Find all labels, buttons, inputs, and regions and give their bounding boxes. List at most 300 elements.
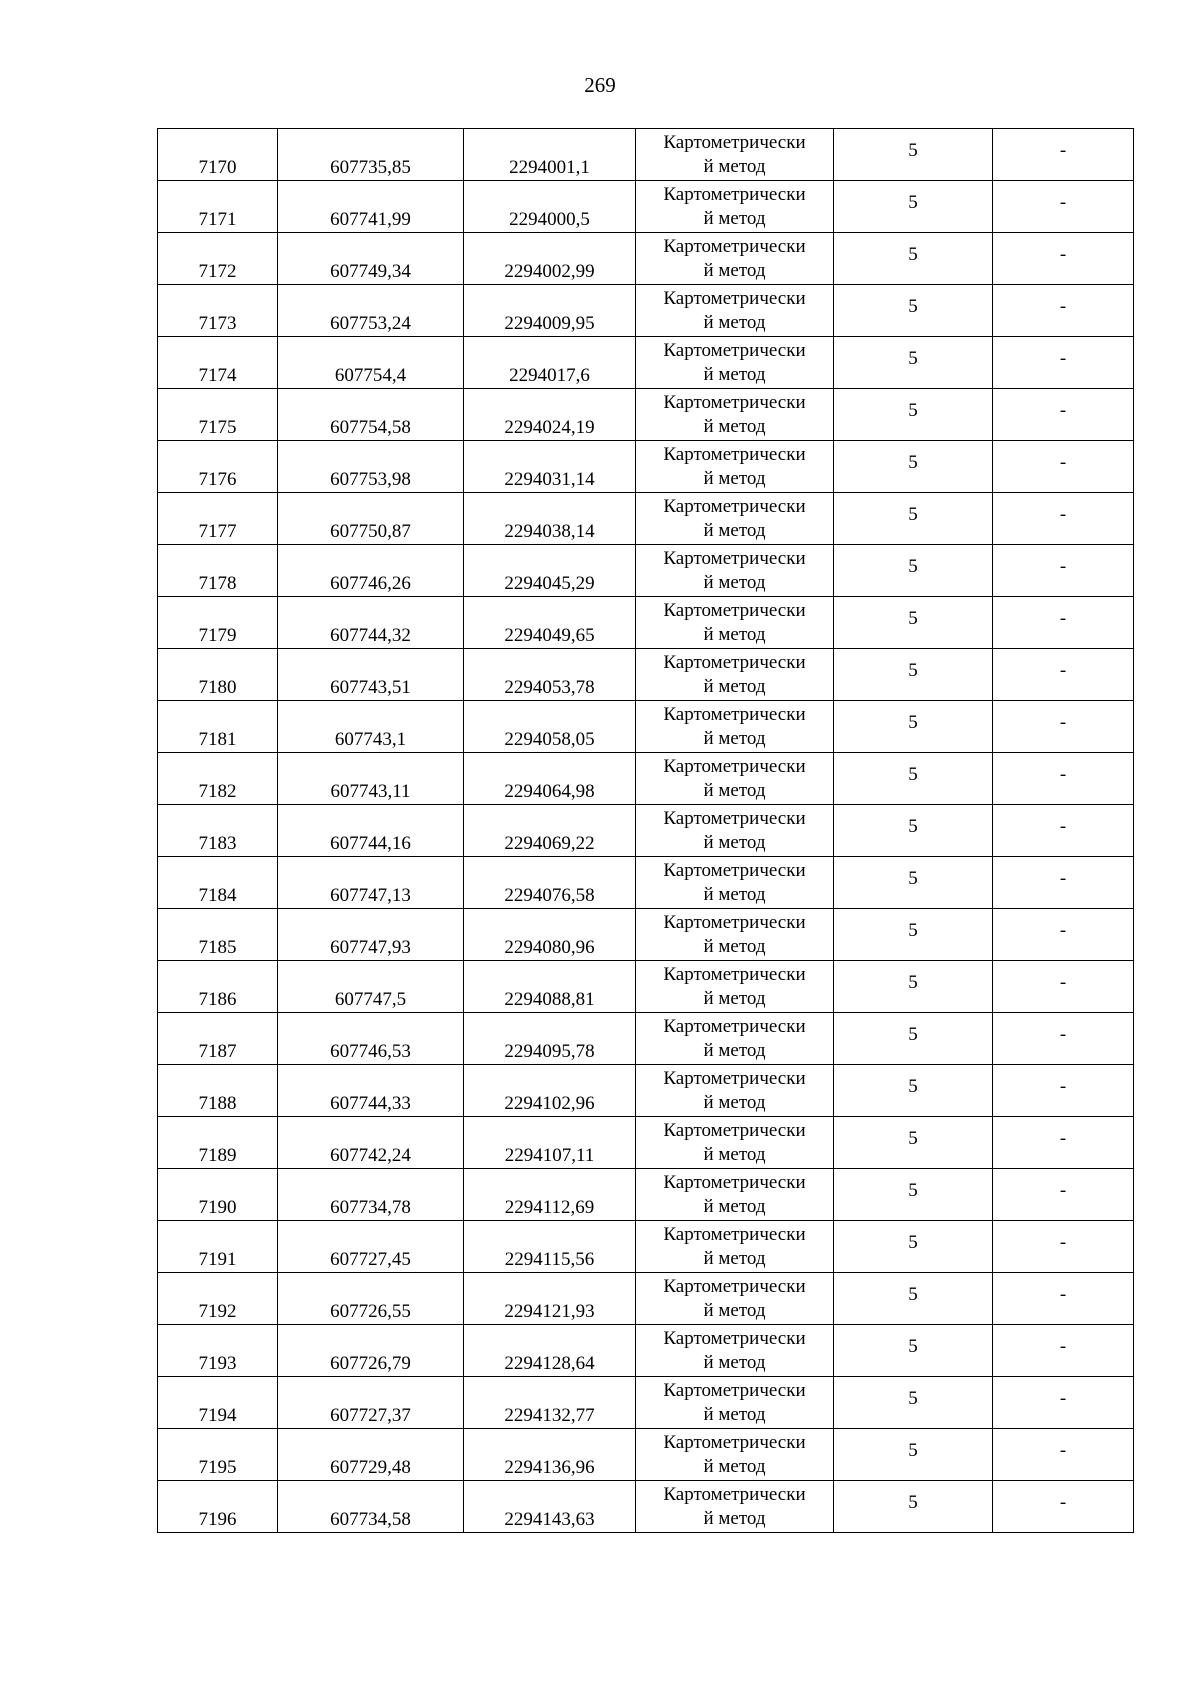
y-coordinate-cell: 2294009,95	[464, 285, 636, 337]
table-row	[158, 753, 1134, 805]
accuracy-value: 5	[908, 399, 918, 421]
method-text-line1: Картометрически	[663, 1223, 806, 1245]
y-coordinate-cell: 2294017,6	[464, 337, 636, 389]
method-text-line2: й метод	[703, 1039, 766, 1061]
method-text-line2: й метод	[703, 1507, 766, 1529]
accuracy-cell	[834, 285, 993, 337]
accuracy-cell	[834, 545, 993, 597]
method-text-line2: й метод	[703, 623, 766, 645]
point-number-cell: 7176	[158, 441, 278, 493]
method-cell	[636, 909, 834, 961]
point-number-cell: 7179	[158, 597, 278, 649]
table-row	[158, 181, 1134, 233]
table-row	[158, 1013, 1134, 1065]
note-cell	[993, 1013, 1134, 1065]
accuracy-value: 5	[908, 191, 918, 213]
accuracy-cell	[834, 1325, 993, 1377]
method-text-line1: Картометрически	[663, 443, 806, 465]
method-text-line2: й метод	[703, 363, 766, 385]
note-value: -	[1059, 919, 1067, 941]
method-cell	[636, 1481, 834, 1533]
accuracy-cell	[834, 493, 993, 545]
x-coordinate-cell: 607754,58	[278, 389, 464, 441]
method-text-line2: й метод	[703, 259, 766, 281]
method-text-line1: Картометрически	[663, 807, 806, 829]
table-row	[158, 1273, 1134, 1325]
accuracy-value: 5	[908, 763, 918, 785]
y-coordinate-cell: 2294076,58	[464, 857, 636, 909]
x-coordinate-cell: 607744,16	[278, 805, 464, 857]
accuracy-cell	[834, 1065, 993, 1117]
note-value: -	[1059, 1439, 1067, 1461]
method-text-line2: й метод	[703, 1351, 766, 1373]
method-cell	[636, 389, 834, 441]
accuracy-value: 5	[908, 971, 918, 993]
point-number-cell: 7193	[158, 1325, 278, 1377]
x-coordinate-cell: 607754,4	[278, 337, 464, 389]
note-value: -	[1059, 1491, 1067, 1513]
method-cell	[636, 545, 834, 597]
y-coordinate-cell: 2294002,99	[464, 233, 636, 285]
method-text-line1: Картометрически	[663, 599, 806, 621]
method-text-line2: й метод	[703, 1403, 766, 1425]
method-text-line2: й метод	[703, 519, 766, 541]
method-text-line2: й метод	[703, 1143, 766, 1165]
accuracy-cell	[834, 1429, 993, 1481]
x-coordinate-cell: 607746,26	[278, 545, 464, 597]
accuracy-cell	[834, 649, 993, 701]
table-row	[158, 389, 1134, 441]
note-cell	[993, 753, 1134, 805]
method-text-line1: Картометрически	[663, 963, 806, 985]
accuracy-value: 5	[908, 711, 918, 733]
accuracy-value: 5	[908, 555, 918, 577]
y-coordinate-cell: 2294143,63	[464, 1481, 636, 1533]
note-value: -	[1059, 555, 1067, 577]
note-value: -	[1059, 1023, 1067, 1045]
y-coordinate-cell: 2294115,56	[464, 1221, 636, 1273]
accuracy-cell	[834, 1481, 993, 1533]
accuracy-cell	[834, 753, 993, 805]
method-text-line2: й метод	[703, 727, 766, 749]
table-row	[158, 909, 1134, 961]
method-text-line1: Картометрически	[663, 1275, 806, 1297]
method-text-line1: Картометрически	[663, 1015, 806, 1037]
x-coordinate-cell: 607742,24	[278, 1117, 464, 1169]
y-coordinate-cell: 2294024,19	[464, 389, 636, 441]
point-number-cell: 7177	[158, 493, 278, 545]
point-number-cell: 7178	[158, 545, 278, 597]
method-text-line2: й метод	[703, 935, 766, 957]
note-value: -	[1059, 1231, 1067, 1253]
accuracy-cell	[834, 805, 993, 857]
method-text-line2: й метод	[703, 155, 766, 177]
table-row	[158, 857, 1134, 909]
y-coordinate-cell: 2294053,78	[464, 649, 636, 701]
point-number-cell: 7170	[158, 129, 278, 181]
note-value: -	[1059, 191, 1067, 213]
method-text-line1: Картометрически	[663, 1067, 806, 1089]
x-coordinate-cell: 607734,78	[278, 1169, 464, 1221]
method-cell	[636, 1429, 834, 1481]
method-cell	[636, 493, 834, 545]
table-row	[158, 1117, 1134, 1169]
note-cell	[993, 909, 1134, 961]
table-row	[158, 1377, 1134, 1429]
accuracy-cell	[834, 961, 993, 1013]
method-text-line1: Картометрически	[663, 183, 806, 205]
accuracy-cell	[834, 129, 993, 181]
method-text-line1: Картометрически	[663, 287, 806, 309]
y-coordinate-cell: 2294038,14	[464, 493, 636, 545]
accuracy-cell	[834, 857, 993, 909]
note-cell	[993, 597, 1134, 649]
note-cell	[993, 545, 1134, 597]
method-text-line1: Картометрически	[663, 651, 806, 673]
x-coordinate-cell: 607747,5	[278, 961, 464, 1013]
table-row	[158, 805, 1134, 857]
accuracy-cell	[834, 1013, 993, 1065]
method-text-line1: Картометрически	[663, 131, 806, 153]
point-number-cell: 7183	[158, 805, 278, 857]
method-text-line1: Картометрически	[663, 495, 806, 517]
table-row	[158, 1169, 1134, 1221]
accuracy-value: 5	[908, 1231, 918, 1253]
table-row	[158, 1065, 1134, 1117]
note-value: -	[1059, 815, 1067, 837]
point-number-cell: 7189	[158, 1117, 278, 1169]
point-number-cell: 7182	[158, 753, 278, 805]
point-number-cell: 7187	[158, 1013, 278, 1065]
y-coordinate-cell: 2294121,93	[464, 1273, 636, 1325]
note-value: -	[1059, 607, 1067, 629]
note-cell	[993, 1273, 1134, 1325]
x-coordinate-cell: 607747,93	[278, 909, 464, 961]
x-coordinate-cell: 607747,13	[278, 857, 464, 909]
note-cell	[993, 337, 1134, 389]
note-value: -	[1059, 451, 1067, 473]
note-value: -	[1059, 1387, 1067, 1409]
method-cell	[636, 285, 834, 337]
method-cell	[636, 129, 834, 181]
y-coordinate-cell: 2294069,22	[464, 805, 636, 857]
note-value: -	[1059, 711, 1067, 733]
method-text-line1: Картометрически	[663, 911, 806, 933]
accuracy-value: 5	[908, 1439, 918, 1461]
table-row	[158, 1325, 1134, 1377]
note-value: -	[1059, 1283, 1067, 1305]
point-number-cell: 7191	[158, 1221, 278, 1273]
method-cell	[636, 441, 834, 493]
table-row	[158, 545, 1134, 597]
method-cell	[636, 1221, 834, 1273]
table-row	[158, 1221, 1134, 1273]
note-value: -	[1059, 399, 1067, 421]
x-coordinate-cell: 607743,51	[278, 649, 464, 701]
method-text-line1: Картометрически	[663, 1483, 806, 1505]
accuracy-value: 5	[908, 1023, 918, 1045]
accuracy-cell	[834, 597, 993, 649]
accuracy-value: 5	[908, 139, 918, 161]
note-cell	[993, 805, 1134, 857]
point-number-cell: 7195	[158, 1429, 278, 1481]
method-text-line1: Картометрически	[663, 235, 806, 257]
accuracy-value: 5	[908, 1335, 918, 1357]
table-row	[158, 701, 1134, 753]
y-coordinate-cell: 2294132,77	[464, 1377, 636, 1429]
x-coordinate-cell: 607735,85	[278, 129, 464, 181]
y-coordinate-cell: 2294000,5	[464, 181, 636, 233]
accuracy-value: 5	[908, 1387, 918, 1409]
table-row	[158, 337, 1134, 389]
table-row	[158, 649, 1134, 701]
note-cell	[993, 1481, 1134, 1533]
accuracy-cell	[834, 909, 993, 961]
x-coordinate-cell: 607749,34	[278, 233, 464, 285]
note-cell	[993, 441, 1134, 493]
method-cell	[636, 1065, 834, 1117]
table-row	[158, 233, 1134, 285]
note-value: -	[1059, 503, 1067, 525]
accuracy-value: 5	[908, 1075, 918, 1097]
method-text-line2: й метод	[703, 779, 766, 801]
x-coordinate-cell: 607744,33	[278, 1065, 464, 1117]
point-number-cell: 7172	[158, 233, 278, 285]
accuracy-value: 5	[908, 1179, 918, 1201]
method-text-line1: Картометрически	[663, 339, 806, 361]
method-text-line1: Картометрически	[663, 859, 806, 881]
accuracy-value: 5	[908, 243, 918, 265]
page-number: 269	[584, 73, 616, 97]
y-coordinate-cell: 2294031,14	[464, 441, 636, 493]
y-coordinate-cell: 2294064,98	[464, 753, 636, 805]
note-cell	[993, 1377, 1134, 1429]
accuracy-value: 5	[908, 919, 918, 941]
method-cell	[636, 649, 834, 701]
x-coordinate-cell: 607744,32	[278, 597, 464, 649]
accuracy-value: 5	[908, 347, 918, 369]
table-row	[158, 493, 1134, 545]
accuracy-value: 5	[908, 451, 918, 473]
accuracy-value: 5	[908, 1283, 918, 1305]
point-number-cell: 7184	[158, 857, 278, 909]
note-value: -	[1059, 1075, 1067, 1097]
method-text-line2: й метод	[703, 1195, 766, 1217]
note-cell	[993, 389, 1134, 441]
y-coordinate-cell: 2294080,96	[464, 909, 636, 961]
note-cell	[993, 857, 1134, 909]
y-coordinate-cell: 2294001,1	[464, 129, 636, 181]
accuracy-cell	[834, 1169, 993, 1221]
note-value: -	[1059, 1127, 1067, 1149]
accuracy-cell	[834, 1273, 993, 1325]
accuracy-cell	[834, 337, 993, 389]
accuracy-cell	[834, 1221, 993, 1273]
method-cell	[636, 1325, 834, 1377]
note-cell	[993, 285, 1134, 337]
accuracy-cell	[834, 1377, 993, 1429]
note-value: -	[1059, 659, 1067, 681]
method-cell	[636, 1273, 834, 1325]
method-cell	[636, 1377, 834, 1429]
note-cell	[993, 493, 1134, 545]
method-text-line2: й метод	[703, 1091, 766, 1113]
method-cell	[636, 337, 834, 389]
accuracy-cell	[834, 1117, 993, 1169]
method-cell	[636, 597, 834, 649]
accuracy-value: 5	[908, 815, 918, 837]
accuracy-cell	[834, 233, 993, 285]
point-number-cell: 7173	[158, 285, 278, 337]
note-value: -	[1059, 763, 1067, 785]
method-text-line1: Картометрически	[663, 547, 806, 569]
method-text-line2: й метод	[703, 1299, 766, 1321]
method-text-line2: й метод	[703, 311, 766, 333]
method-text-line1: Картометрически	[663, 755, 806, 777]
method-cell	[636, 961, 834, 1013]
method-text-line2: й метод	[703, 1247, 766, 1269]
method-text-line2: й метод	[703, 571, 766, 593]
method-text-line1: Картометрически	[663, 1119, 806, 1141]
method-cell	[636, 181, 834, 233]
note-value: -	[1059, 243, 1067, 265]
x-coordinate-cell: 607743,11	[278, 753, 464, 805]
point-number-cell: 7175	[158, 389, 278, 441]
y-coordinate-cell: 2294045,29	[464, 545, 636, 597]
method-text-line2: й метод	[703, 675, 766, 697]
point-number-cell: 7181	[158, 701, 278, 753]
method-text-line1: Картометрически	[663, 391, 806, 413]
note-cell	[993, 1117, 1134, 1169]
note-cell	[993, 1221, 1134, 1273]
table-row	[158, 1481, 1134, 1533]
y-coordinate-cell: 2294058,05	[464, 701, 636, 753]
table-row	[158, 129, 1134, 181]
y-coordinate-cell: 2294112,69	[464, 1169, 636, 1221]
method-cell	[636, 701, 834, 753]
y-coordinate-cell: 2294136,96	[464, 1429, 636, 1481]
note-cell	[993, 129, 1134, 181]
point-number-cell: 7190	[158, 1169, 278, 1221]
accuracy-cell	[834, 181, 993, 233]
note-value: -	[1059, 139, 1067, 161]
accuracy-value: 5	[908, 1127, 918, 1149]
point-number-cell: 7171	[158, 181, 278, 233]
method-text-line2: й метод	[703, 207, 766, 229]
point-number-cell: 7186	[158, 961, 278, 1013]
x-coordinate-cell: 607746,53	[278, 1013, 464, 1065]
note-value: -	[1059, 971, 1067, 993]
y-coordinate-cell: 2294049,65	[464, 597, 636, 649]
note-cell	[993, 961, 1134, 1013]
x-coordinate-cell: 607726,79	[278, 1325, 464, 1377]
method-cell	[636, 753, 834, 805]
point-number-cell: 7185	[158, 909, 278, 961]
method-text-line2: й метод	[703, 883, 766, 905]
method-text-line1: Картометрически	[663, 1171, 806, 1193]
method-text-line1: Картометрически	[663, 1327, 806, 1349]
note-cell	[993, 181, 1134, 233]
note-value: -	[1059, 295, 1067, 317]
point-number-cell: 7192	[158, 1273, 278, 1325]
accuracy-cell	[834, 389, 993, 441]
note-value: -	[1059, 1335, 1067, 1357]
method-cell	[636, 857, 834, 909]
accuracy-cell	[834, 701, 993, 753]
point-number-cell: 7180	[158, 649, 278, 701]
method-text-line1: Картометрически	[663, 1431, 806, 1453]
method-text-line2: й метод	[703, 415, 766, 437]
table-row	[158, 441, 1134, 493]
y-coordinate-cell: 2294095,78	[464, 1013, 636, 1065]
accuracy-value: 5	[908, 1491, 918, 1513]
accuracy-value: 5	[908, 503, 918, 525]
point-number-cell: 7194	[158, 1377, 278, 1429]
y-coordinate-cell: 2294107,11	[464, 1117, 636, 1169]
method-cell	[636, 1013, 834, 1065]
y-coordinate-cell: 2294088,81	[464, 961, 636, 1013]
method-text-line2: й метод	[703, 831, 766, 853]
accuracy-cell	[834, 441, 993, 493]
method-text-line2: й метод	[703, 467, 766, 489]
y-coordinate-cell: 2294102,96	[464, 1065, 636, 1117]
x-coordinate-cell: 607734,58	[278, 1481, 464, 1533]
y-coordinate-cell: 2294128,64	[464, 1325, 636, 1377]
table-row	[158, 597, 1134, 649]
x-coordinate-cell: 607743,1	[278, 701, 464, 753]
note-value: -	[1059, 1179, 1067, 1201]
note-cell	[993, 233, 1134, 285]
x-coordinate-cell: 607753,24	[278, 285, 464, 337]
table-row	[158, 285, 1134, 337]
point-number-cell: 7174	[158, 337, 278, 389]
x-coordinate-cell: 607727,37	[278, 1377, 464, 1429]
accuracy-value: 5	[908, 295, 918, 317]
x-coordinate-cell: 607741,99	[278, 181, 464, 233]
note-cell	[993, 1065, 1134, 1117]
x-coordinate-cell: 607727,45	[278, 1221, 464, 1273]
point-number-cell: 7196	[158, 1481, 278, 1533]
method-text-line1: Картометрически	[663, 1379, 806, 1401]
x-coordinate-cell: 607750,87	[278, 493, 464, 545]
note-cell	[993, 1169, 1134, 1221]
method-cell	[636, 805, 834, 857]
x-coordinate-cell: 607753,98	[278, 441, 464, 493]
method-text-line1: Картометрически	[663, 703, 806, 725]
note-cell	[993, 649, 1134, 701]
table-row	[158, 1429, 1134, 1481]
method-text-line2: й метод	[703, 987, 766, 1009]
coordinates-table-body	[158, 129, 1134, 1533]
accuracy-value: 5	[908, 867, 918, 889]
method-cell	[636, 1117, 834, 1169]
note-value: -	[1059, 347, 1067, 369]
method-cell	[636, 233, 834, 285]
table-row	[158, 961, 1134, 1013]
note-cell	[993, 1325, 1134, 1377]
x-coordinate-cell: 607729,48	[278, 1429, 464, 1481]
coordinates-table	[157, 128, 1134, 1533]
accuracy-value: 5	[908, 659, 918, 681]
method-text-line2: й метод	[703, 1455, 766, 1477]
x-coordinate-cell: 607726,55	[278, 1273, 464, 1325]
method-cell	[636, 1169, 834, 1221]
accuracy-value: 5	[908, 607, 918, 629]
note-value: -	[1059, 867, 1067, 889]
note-cell	[993, 1429, 1134, 1481]
note-cell	[993, 701, 1134, 753]
point-number-cell: 7188	[158, 1065, 278, 1117]
